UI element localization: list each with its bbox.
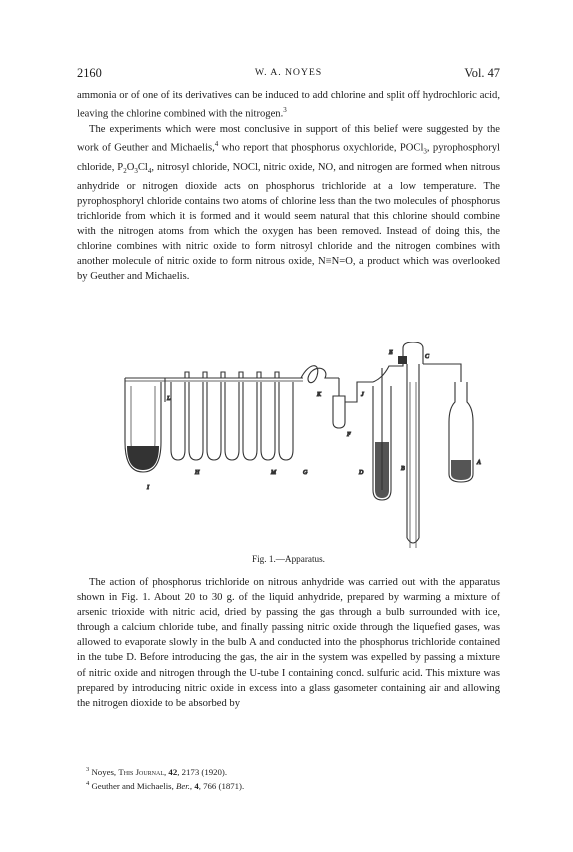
figure-label-E: E (389, 350, 393, 356)
figure-label-C: C (425, 354, 430, 360)
running-title: W. A. NOYES (254, 67, 323, 78)
apparatus-drawing (77, 342, 500, 554)
figure-label-J: J (361, 392, 364, 398)
page-number: 2160 (77, 66, 102, 80)
paragraph-2: The experiments which were most conclusive in support of this belief were suggested by the work of Geuther and Michaelis,$^4$ who report that phosphorus oxychloride, POCl$_3$, pyrophosphoryl chloride, $P_2O_3Cl_4$, nitrosyl chloride, NOCl, nitric oxide, NO, and nitrogen are formed when nitrous anhydride or nitrogen dioxide acts on phosphorus trichloride at a low temperature. The pyrophosphoryl chloride contains two atoms of chlorine less than the two molecules of phosphorus trichloride from which it is formed and it would seem natural that this chlorine should combine with the nitrogen atoms from which the oxygen has been removed. Instead of doing this, the chlorine combines with nitric oxide to form nitrosyl chloride and the nitrogen combines with another molecule of nitric oxide to form nitrous oxide, N≡N=O, a product which was overlooked by Geuther and Michaelis. (77, 123, 501, 283)
figure-label-B: B (401, 466, 405, 472)
figure-label-L: L (167, 396, 171, 402)
footnote-ref-4: 4 (214, 139, 219, 148)
figure-label-D: D (359, 470, 364, 476)
figure-label-H: H (195, 470, 200, 476)
footnote-ref-3: 3 (283, 106, 287, 115)
footnotes (86, 764, 500, 792)
figure-label-G: G (303, 470, 308, 476)
figure-label-A: A (477, 460, 481, 466)
apparatus-figure (77, 342, 500, 554)
footnote: $^4$ Geuther and Michaelis, Ber., 4, 766 (1871). (86, 779, 245, 791)
body-text-top (77, 88, 500, 284)
volume-label: Vol. 47 (464, 66, 500, 80)
figure-label-K: K (317, 392, 322, 398)
footnote: $^3$ Noyes, This Journal, 42, 2173 (1920). (86, 766, 228, 777)
figure-label-M: M (271, 470, 276, 476)
figure-label-F: F (347, 432, 351, 438)
paragraph-1: ammonia or of one of its derivatives can be induced to add chlorine and split off hydrochloric acid, leaving the chlorine combined with the nitrogen.$^3$ (77, 90, 500, 120)
body-text-bottom (77, 575, 500, 711)
figure-caption: Fig. 1.—Apparatus. (252, 554, 325, 564)
paragraph-3: The action of phosphorus trichloride on nitrous anhydride was carried out with the apparatus shown in Fig. 1. About 20 to 30 g. of the liquid anhydride, prepared by warming a mixture of arsenic trioxide with nitric acid, dried by passing the gas through a bulb surrounded with ice, through a calcium chloride tube, and finally passing nitric oxide through the liquefied gases, was allowed to evaporate slowly in the bulb A and conducted into the phosphorus trichloride contained in the tube D. Before introducing the gas, the air in the system was expelled by passing a mixture of nitric oxide and nitrogen through the U-tube I containing concd. sulfuric acid. This mixture was prepared by introducing nitric oxide in excess into a glass gasometer containing air and allowing the nitrogen dioxide to be absorbed by (77, 577, 500, 709)
running-header (77, 66, 500, 82)
figure-label-I: I (147, 485, 149, 491)
